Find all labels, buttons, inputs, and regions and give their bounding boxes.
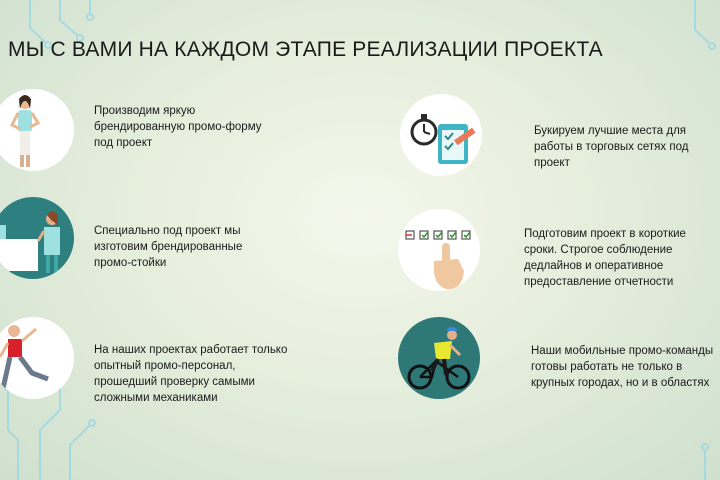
item-text: Букируем лучшие места для работы в торговых сетях под проект [534, 125, 689, 169]
item-text: Наши мобильные промо-команды готовы работать не только в крупных городах, но и в областях [531, 345, 714, 389]
checkbox-hand-icon [398, 209, 480, 291]
cyclist-icon [398, 317, 480, 399]
page-title: МЫ С ВАМИ НА КАЖДОМ ЭТАПЕ РЕАЛИЗАЦИИ ПРОЕКТА [8, 38, 603, 61]
item-text: Специально под проект мы изготовим брендированные промо-стойки [94, 225, 243, 269]
item-text: Подготовим проект в короткие сроки. Строгое соблюдение дедлайнов и оперативное предоставление отчетности [524, 228, 686, 288]
promo-stand-icon [0, 197, 74, 279]
woman-in-uniform-icon [0, 89, 74, 171]
item-text: На наших проектах работает только опытный промо-персонал, прошедший проверку самыми сложными механиками [94, 344, 288, 404]
item-text: Производим яркую брендированную промо-форму под проект [94, 105, 262, 149]
stopwatch-checklist-icon [400, 94, 482, 176]
dancing-person-icon [0, 317, 74, 399]
